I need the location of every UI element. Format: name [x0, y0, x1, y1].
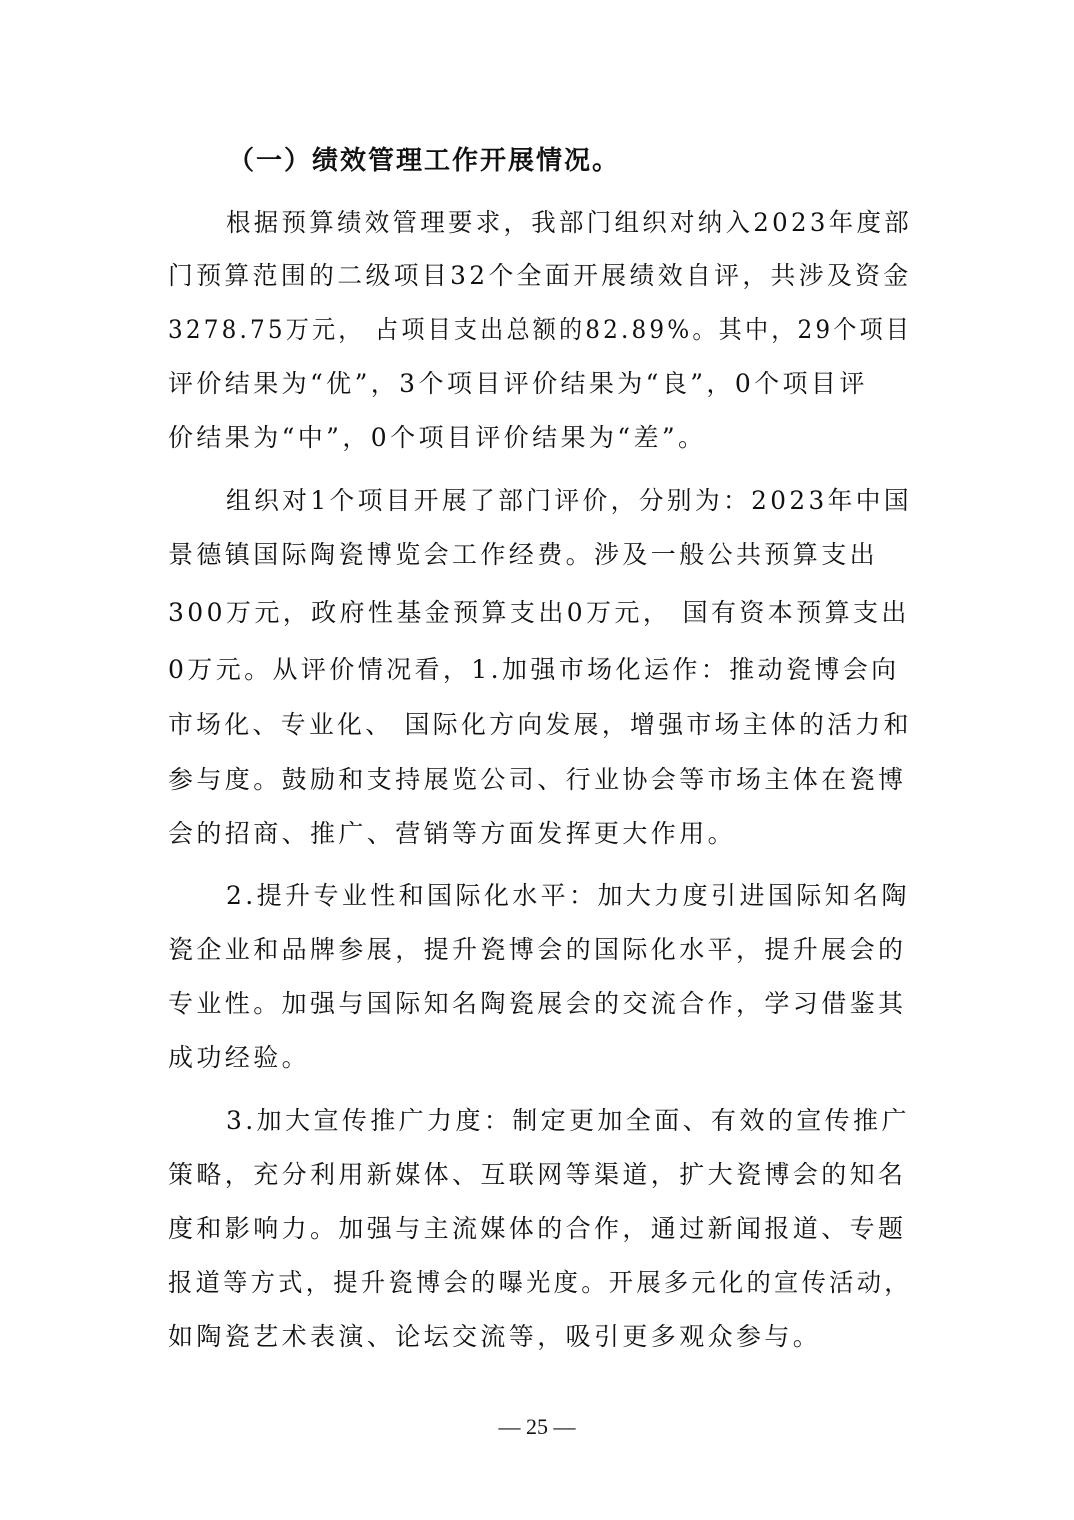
- paragraph-1-line-4: 评价结果为“优”，3个项目评价结果为“良”，0个项目评: [168, 369, 868, 398]
- paragraph-2-line-5: 市场化、专业化、 国际化方向发展，增强市场主体的活力和: [168, 710, 912, 739]
- page-number: — 25 —: [498, 1414, 576, 1439]
- paragraph-2-line-6: 参与度。鼓励和支持展览公司、行业协会等市场主体在瓷博: [168, 765, 907, 794]
- paragraph-1-line-2: 门预算范围的二级项目32个全面开展绩效自评，共涉及资金: [168, 261, 912, 290]
- paragraph-1-line-3: 3278.75万元， 占项目支出总额的82.89%。其中，29个项目: [168, 315, 913, 344]
- paragraph-1-line-5: 价结果为“中”，0个项目评价结果为“差”。: [168, 423, 707, 452]
- paragraph-4-line-5: 如陶瓷艺术表演、论坛交流等，吸引更多观众参与。: [168, 1322, 822, 1351]
- paragraph-2-line-3: 300万元，政府性基金预算支出0万元， 国有资本预算支出: [168, 598, 910, 627]
- section-heading: （一）绩效管理工作开展情况。: [228, 146, 621, 176]
- paragraph-2-line-7: 会的招商、推广、营销等方面发挥更大作用。: [168, 819, 737, 848]
- paragraph-3-line-3: 专业性。加强与国际知名陶瓷展会的交流合作，学习借鉴其: [168, 989, 907, 1018]
- paragraph-4-line-3: 度和影响力。加强与主流媒体的合作，通过新闻报道、专题: [168, 1214, 907, 1243]
- paragraph-3-line-4: 成功经验。: [168, 1043, 311, 1072]
- paragraph-1-line-1: 根据预算绩效管理要求，我部门组织对纳入2023年度部: [226, 208, 913, 237]
- paragraph-2-line-1: 组织对1个项目开展了部门评价，分别为：2023年中国: [226, 486, 912, 515]
- paragraph-3-line-1: 2.提升专业性和国际化水平：加大力度引进国际知名陶: [226, 881, 910, 910]
- paragraph-4-line-1: 3.加大宣传推广力度：制定更加全面、有效的宣传推广: [226, 1106, 910, 1135]
- paragraph-4-line-2: 策略，充分利用新媒体、互联网等渠道，扩大瓷博会的知名: [168, 1160, 907, 1189]
- paragraph-4-line-4: 报道等方式，提升瓷博会的曝光度。开展多元化的宣传活动，: [168, 1268, 912, 1297]
- paragraph-2-line-2: 景德镇国际陶瓷博览会工作经费。涉及一般公共预算支出: [168, 540, 879, 569]
- paragraph-2-line-4: 0万元。从评价情况看，1.加强市场化运作：推动瓷博会向: [168, 655, 900, 684]
- paragraph-3-line-2: 瓷企业和品牌参展，提升瓷博会的国际化水平，提升展会的: [168, 935, 907, 964]
